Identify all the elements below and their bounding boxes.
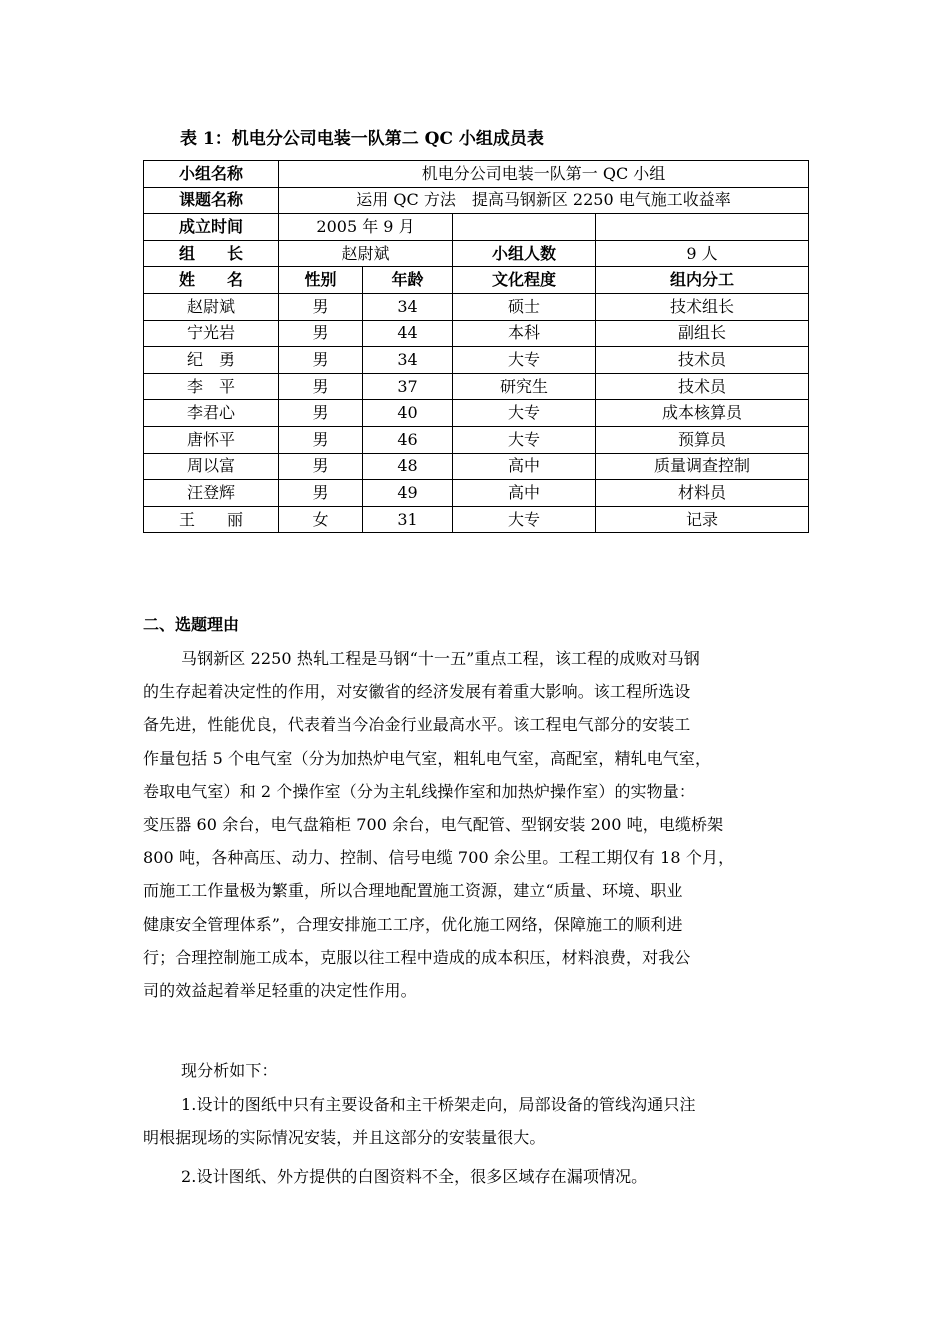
member-gender: 女 <box>279 506 363 533</box>
member-table <box>143 160 809 533</box>
paragraph-line: 的生存起着决定性的作用，对安徽省的经济发展有着重大影响。该工程所选设 <box>143 682 691 702</box>
paragraph-line: 健康安全管理体系”，合理安排施工工序，优化施工网络，保障施工的顺利进 <box>143 914 683 934</box>
member-role: 质量调查控制 <box>596 453 809 480</box>
paragraph-line: 行；合理控制施工成本，克服以往工程中造成的成本积压，材料浪费，对我公 <box>143 947 691 967</box>
paragraph-reasons <box>143 642 823 1007</box>
group-name-label: 小组名称 <box>144 161 279 188</box>
member-name: 周以富 <box>144 453 279 480</box>
paragraph-line: 马钢新区 2250 热轧工程是马钢“十一五”重点工程，该工程的成败对马钢 <box>181 649 700 668</box>
member-education: 高中 <box>453 453 596 480</box>
paragraph-line: 司的效益起着举足轻重的决定性作用。 <box>143 981 417 1001</box>
table-row <box>144 480 809 507</box>
group-name-value: 机电分公司电装一队第一 QC 小组 <box>279 161 809 188</box>
table-header-row <box>144 267 809 294</box>
member-education: 大专 <box>453 347 596 374</box>
paragraph-point-2 <box>143 1160 823 1193</box>
member-age: 48 <box>363 453 453 480</box>
paragraph-line: 2.设计图纸、外方提供的白图资料不全，很多区域存在漏项情况。 <box>181 1167 648 1186</box>
paragraph-line: 800 吨，各种高压、动力、控制、信号电缆 700 余公里。工程工期仅有 18 个月， <box>143 848 735 868</box>
paragraph-line: 1.设计的图纸中只有主要设备和主干桥架走向，局部设备的管线沟通只注 <box>181 1095 696 1114</box>
member-education: 研究生 <box>453 373 596 400</box>
member-role: 技术组长 <box>596 293 809 320</box>
table-caption: 表 1：机电分公司电装一队第二 QC 小组成员表 <box>180 129 544 149</box>
member-age: 34 <box>363 293 453 320</box>
member-gender: 男 <box>279 320 363 347</box>
member-name: 王 丽 <box>144 506 279 533</box>
member-education: 大专 <box>453 426 596 453</box>
paragraph-line: 备先进，性能优良，代表着当今冶金行业最高水平。该工程电气部分的安装工 <box>143 715 691 735</box>
member-role: 记录 <box>596 506 809 533</box>
table-row <box>144 240 809 267</box>
member-role: 副组长 <box>596 320 809 347</box>
leader-value: 赵尉斌 <box>279 240 453 267</box>
table-row <box>144 373 809 400</box>
header-gender: 性别 <box>279 267 363 294</box>
table-row <box>144 400 809 427</box>
founded-value: 2005 年 9 月 <box>279 214 453 241</box>
empty-cell <box>596 214 809 241</box>
empty-cell <box>453 214 596 241</box>
member-age: 40 <box>363 400 453 427</box>
member-role: 材料员 <box>596 480 809 507</box>
member-education: 大专 <box>453 506 596 533</box>
paragraph-point-1 <box>143 1088 823 1154</box>
member-name: 汪登辉 <box>144 480 279 507</box>
member-name: 纪 勇 <box>144 347 279 374</box>
member-name: 李 平 <box>144 373 279 400</box>
table-row <box>144 214 809 241</box>
section-heading: 二、选题理由 <box>143 615 240 634</box>
member-role: 技术员 <box>596 373 809 400</box>
header-education: 文化程度 <box>453 267 596 294</box>
header-name: 姓 名 <box>144 267 279 294</box>
table-row <box>144 320 809 347</box>
member-name: 赵尉斌 <box>144 293 279 320</box>
paragraph-line: 作量包括 5 个电气室（分为加热炉电气室，粗轧电气室，高配室，精轧电气室， <box>143 748 712 768</box>
paragraph-line: 明根据现场的实际情况安装，并且这部分的安装量很大。 <box>143 1128 546 1148</box>
member-name: 李君心 <box>144 400 279 427</box>
topic-label: 课题名称 <box>144 187 279 214</box>
paragraph-line: 而施工工作量极为繁重，所以合理地配置施工资源，建立“质量、环境、职业 <box>143 881 683 901</box>
member-gender: 男 <box>279 480 363 507</box>
member-name: 宁光岩 <box>144 320 279 347</box>
member-age: 44 <box>363 320 453 347</box>
member-age: 46 <box>363 426 453 453</box>
header-role: 组内分工 <box>596 267 809 294</box>
member-education: 高中 <box>453 480 596 507</box>
member-age: 37 <box>363 373 453 400</box>
member-age: 49 <box>363 480 453 507</box>
member-education: 硕士 <box>453 293 596 320</box>
member-gender: 男 <box>279 453 363 480</box>
member-role: 成本核算员 <box>596 400 809 427</box>
leader-label: 组 长 <box>144 240 279 267</box>
member-gender: 男 <box>279 347 363 374</box>
topic-value: 运用 QC 方法 提高马钢新区 2250 电气施工收益率 <box>279 187 809 214</box>
member-education: 本科 <box>453 320 596 347</box>
table-row <box>144 506 809 533</box>
table-row <box>144 347 809 374</box>
group-size-value: 9 人 <box>596 240 809 267</box>
member-role: 技术员 <box>596 347 809 374</box>
paragraph-line: 现分析如下： <box>181 1061 278 1080</box>
member-age: 31 <box>363 506 453 533</box>
table-row <box>144 187 809 214</box>
member-education: 大专 <box>453 400 596 427</box>
table-row <box>144 161 809 188</box>
member-role: 预算员 <box>596 426 809 453</box>
member-gender: 男 <box>279 426 363 453</box>
paragraph-line: 卷取电气室）和 2 个操作室（分为主轧线操作室和加热炉操作室）的实物量： <box>143 781 695 801</box>
table-row <box>144 426 809 453</box>
header-age: 年龄 <box>363 267 453 294</box>
table-row <box>144 453 809 480</box>
group-size-label: 小组人数 <box>453 240 596 267</box>
member-gender: 男 <box>279 400 363 427</box>
member-gender: 男 <box>279 293 363 320</box>
table-row <box>144 293 809 320</box>
paragraph-analysis-intro <box>143 1054 823 1087</box>
founded-label: 成立时间 <box>144 214 279 241</box>
member-name: 唐怀平 <box>144 426 279 453</box>
member-gender: 男 <box>279 373 363 400</box>
member-age: 34 <box>363 347 453 374</box>
paragraph-line: 变压器 60 余台，电气盘箱柜 700 余台，电气配管、型钢安装 200 吨，电缆桥架 <box>143 815 724 835</box>
